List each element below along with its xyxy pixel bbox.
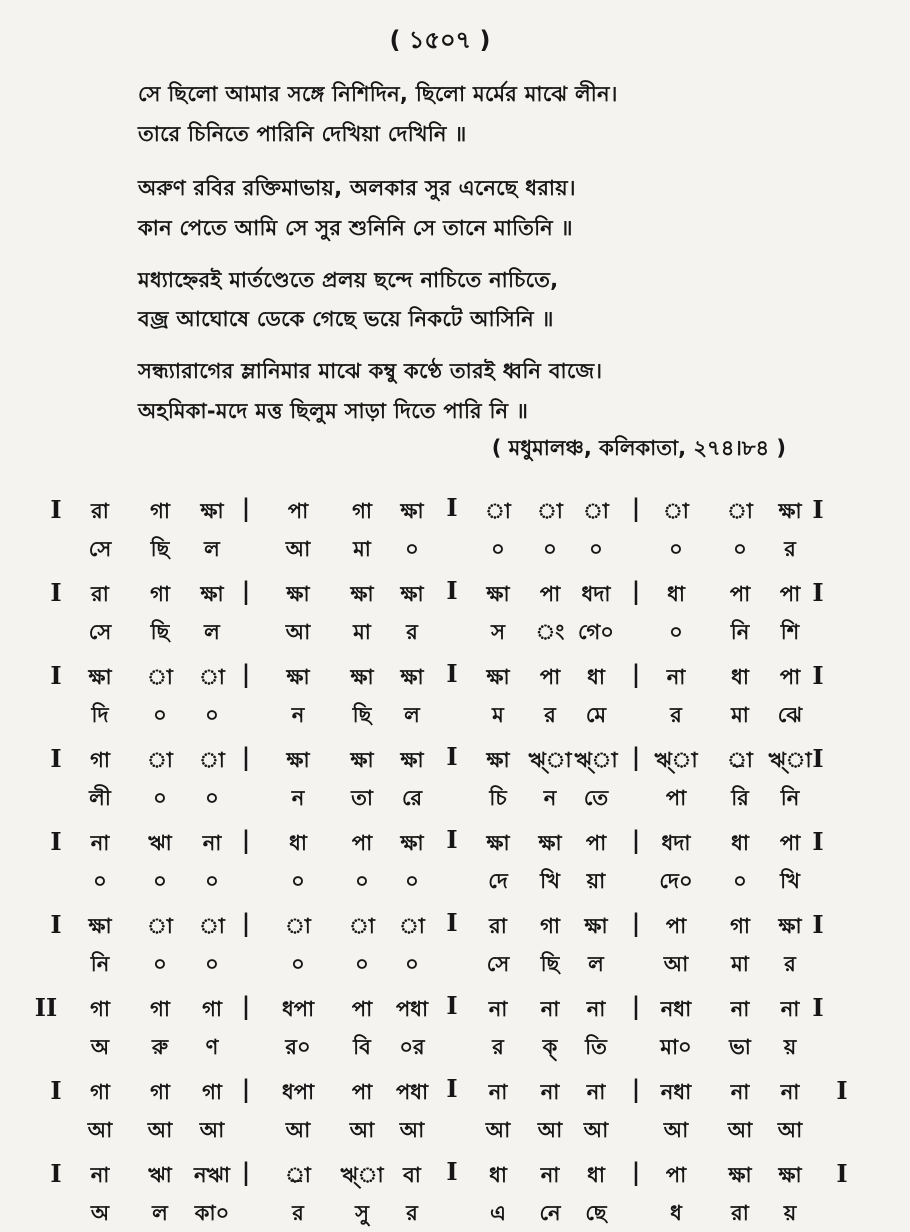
swara-note: া — [199, 914, 225, 938]
bar-line: I — [446, 1074, 458, 1103]
lyric-syllable: র — [670, 703, 682, 727]
swara-note: পা — [729, 582, 751, 606]
row-end-mark: I — [836, 1076, 848, 1105]
swara-note: রা — [91, 582, 109, 606]
swara-note: পা — [287, 499, 309, 523]
swara-note: ক্ষা — [200, 499, 224, 523]
lyric-syllable: মা — [353, 620, 371, 644]
swara-note: ধপা — [281, 997, 315, 1021]
bar-line: I — [446, 991, 458, 1020]
swara-note: ক্ষা — [286, 665, 310, 689]
bar-line: I — [446, 825, 458, 854]
row-start-mark: I — [50, 827, 62, 856]
lyric-syllable: ল — [404, 703, 420, 727]
swara-note: পা — [539, 665, 561, 689]
swara-note: ঋা — [148, 1163, 172, 1187]
row-start-mark: I — [50, 495, 62, 524]
lyric-syllable: আ — [87, 1118, 113, 1142]
lyric-syllable: ভা — [729, 1035, 751, 1059]
lyric-syllable: ল — [588, 952, 604, 976]
lyric-syllable: ০ — [205, 786, 219, 810]
swara-note: ক্ষা — [400, 665, 424, 689]
lyric-syllable: র — [492, 1035, 504, 1059]
row-start-mark: I — [50, 661, 62, 690]
lyric-syllable: ০ — [291, 952, 305, 976]
swara-note: া — [537, 499, 563, 523]
swara-note: া — [399, 914, 425, 938]
lyric-syllable: আ — [663, 1118, 689, 1142]
bar-line: I — [446, 908, 458, 937]
lyric-syllable: ম — [492, 703, 504, 727]
swara-note: না — [586, 1080, 606, 1104]
swara-note: ঋ্া — [340, 1163, 384, 1187]
lyric-syllable: দে০ — [659, 869, 693, 893]
lyric-syllable: ০ — [669, 537, 683, 561]
swara-note: ধা — [667, 582, 685, 606]
swara-note: গা — [202, 1080, 222, 1104]
swara-note: ক্ষা — [400, 831, 424, 855]
lyric-line-2: তারে চিনিতে পারিনি দেখিয়া দেখিনি ॥ — [138, 122, 467, 146]
lyric-syllable: দি — [91, 703, 109, 727]
swara-note: ক্ষা — [538, 831, 562, 855]
lyric-syllable: ০ — [405, 952, 419, 976]
row-end-mark: I — [812, 578, 824, 607]
swara-note: ক্ষা — [350, 748, 374, 772]
swara-note: ক্ষা — [400, 499, 424, 523]
lyric-syllable: ঝে — [777, 703, 803, 727]
lyric-syllable: নে — [539, 1201, 561, 1225]
swara-note: রা — [91, 499, 109, 523]
bar-line: | — [631, 576, 641, 605]
swara-note: া — [727, 499, 753, 523]
lyric-syllable: অ — [90, 1201, 110, 1225]
lyric-syllable: স — [491, 620, 505, 644]
lyric-syllable: সে — [88, 620, 112, 644]
lyric-syllable: কা০ — [194, 1201, 230, 1225]
lyric-syllable: সে — [88, 537, 112, 561]
lyric-syllable: আ — [147, 1118, 173, 1142]
lyric-syllable: ০ — [405, 869, 419, 893]
swara-note: পা — [779, 831, 801, 855]
lyric-syllable: ০ — [491, 537, 505, 561]
swara-note: নঋা — [194, 1163, 230, 1187]
lyric-syllable: মা — [353, 537, 371, 561]
lyric-syllable: র — [406, 620, 418, 644]
lyric-syllable: নি — [780, 786, 800, 810]
lyric-syllable: সে — [486, 952, 510, 976]
swara-note: না — [202, 831, 222, 855]
swara-note: ক্ষা — [200, 582, 224, 606]
bar-line: I — [446, 576, 458, 605]
swara-note: গা — [150, 997, 170, 1021]
swara-note: গা — [150, 582, 170, 606]
bar-line: | — [631, 825, 641, 854]
swara-note: গা — [150, 499, 170, 523]
lyric-syllable: ন — [291, 786, 305, 810]
page-number: ( ১৫০৭ ) — [389, 26, 491, 54]
swara-note: না — [90, 831, 110, 855]
swara-note: গা — [90, 1080, 110, 1104]
lyric-syllable: ০ — [355, 869, 369, 893]
swara-note: পা — [351, 997, 373, 1021]
lyric-syllable: মা০ — [660, 1035, 692, 1059]
lyric-syllable: আ — [285, 1118, 311, 1142]
swara-note: নধা — [660, 997, 692, 1021]
lyric-syllable: ন — [543, 786, 557, 810]
bar-line: | — [241, 991, 251, 1020]
lyric-syllable: ন — [291, 703, 305, 727]
swara-note: পা — [665, 914, 687, 938]
swara-note: ধা — [289, 831, 307, 855]
swara-note: া — [147, 748, 173, 772]
lyric-syllable: ণ — [205, 1035, 219, 1059]
lyric-syllable: ছি — [150, 620, 170, 644]
swara-note: ক্ষা — [486, 748, 510, 772]
row-start-mark: I — [50, 910, 62, 939]
swara-note: ক্ষা — [400, 582, 424, 606]
bar-line: | — [631, 991, 641, 1020]
lyric-syllable: ০ — [543, 537, 557, 561]
lyric-line-7: সন্ধ্যারাগের ম্লানিমার মাঝে কম্বু কণ্ঠে তারই ধ্বনি বাজে। — [138, 359, 603, 383]
source-note: ( মধুমালঞ্চ, কলিকাতা, ২৭৪।৮৪ ) — [491, 436, 786, 460]
lyric-syllable: ল — [152, 1201, 168, 1225]
lyric-syllable: ০ — [153, 786, 167, 810]
lyric-syllable: ছি — [150, 537, 170, 561]
swara-note: ধা — [587, 1163, 605, 1187]
swara-note: রা — [489, 914, 507, 938]
lyric-syllable: তা — [351, 786, 373, 810]
swara-note: না — [540, 1163, 560, 1187]
swara-note: না — [540, 997, 560, 1021]
swara-note: ক্ষা — [778, 914, 802, 938]
swara-note: ধদা — [661, 831, 691, 855]
lyric-syllable: ০ — [355, 952, 369, 976]
lyric-syllable: বি — [353, 1035, 371, 1059]
lyric-syllable: ছে — [585, 1201, 607, 1225]
lyric-line-8: অহমিকা-মদে মত্ত ছিলুম সাড়া দিতে পারি নি ॥ — [138, 399, 529, 423]
swara-note: গা — [202, 997, 222, 1021]
bar-line: | — [241, 1074, 251, 1103]
lyric-syllable: য় — [783, 1035, 797, 1059]
swara-note: ক্ষা — [778, 1163, 802, 1187]
lyric-syllable: র০ — [285, 1035, 311, 1059]
swara-note: ক্ষা — [286, 748, 310, 772]
row-start-mark: II — [34, 993, 58, 1022]
swara-note: ক্ষা — [728, 1163, 752, 1187]
lyric-syllable: র — [784, 537, 796, 561]
lyric-syllable: গে০ — [578, 620, 614, 644]
lyric-syllable: চি — [489, 786, 507, 810]
swara-note: পা — [585, 831, 607, 855]
lyric-syllable: য়া — [586, 869, 606, 893]
row-start-mark: I — [50, 1159, 62, 1188]
swara-note: গা — [730, 914, 750, 938]
lyric-syllable: ল — [204, 620, 220, 644]
lyric-syllable: রু — [151, 1035, 169, 1059]
lyric-syllable: ০ — [205, 703, 219, 727]
lyric-syllable: মা — [731, 703, 749, 727]
swara-note: পা — [351, 1080, 373, 1104]
lyric-syllable: ল — [204, 537, 220, 561]
lyric-syllable: ০ — [153, 703, 167, 727]
lyric-syllable: রে — [401, 786, 423, 810]
swara-note: া — [199, 665, 225, 689]
swara-note: গা — [90, 997, 110, 1021]
bar-line: | — [241, 576, 251, 605]
lyric-syllable: আ — [537, 1118, 563, 1142]
swara-note: র্া — [727, 748, 753, 772]
lyric-syllable: র — [292, 1201, 304, 1225]
swara-note: ক্ষা — [88, 914, 112, 938]
bar-line: | — [631, 659, 641, 688]
swara-note: ক্ষা — [350, 582, 374, 606]
lyric-syllable: ০ — [205, 869, 219, 893]
swara-note: ক্ষা — [350, 665, 374, 689]
lyric-syllable: আ — [349, 1118, 375, 1142]
lyric-syllable: ০ — [153, 869, 167, 893]
swara-note: া — [485, 499, 511, 523]
lyric-syllable: ০ — [405, 537, 419, 561]
bar-line: | — [241, 908, 251, 937]
bar-line: | — [631, 493, 641, 522]
row-end-mark: I — [812, 744, 824, 773]
swara-note: া — [199, 748, 225, 772]
bar-line: | — [241, 825, 251, 854]
lyric-syllable: লী — [89, 786, 111, 810]
lyric-syllable: ০ — [291, 869, 305, 893]
swara-note: া — [583, 499, 609, 523]
swara-note: া — [147, 914, 173, 938]
row-end-mark: I — [812, 661, 824, 690]
swara-note: পা — [539, 582, 561, 606]
swara-note: ক্ষা — [486, 665, 510, 689]
swara-note: না — [586, 997, 606, 1021]
swara-note: ক্ষা — [286, 582, 310, 606]
lyric-line-6: বজ্র আঘোষে ডেকে গেছে ভয়ে নিকটে আসিনি ॥ — [138, 307, 554, 331]
swara-note: ক্ষা — [400, 748, 424, 772]
swara-note: পা — [779, 665, 801, 689]
swara-note: ক্ষা — [584, 914, 608, 938]
swara-note: ঋা — [148, 831, 172, 855]
swara-note: ধা — [731, 665, 749, 689]
swara-note: া — [663, 499, 689, 523]
bar-line: | — [241, 659, 251, 688]
lyric-syllable: নি — [90, 952, 110, 976]
swara-note: পধা — [395, 997, 429, 1021]
bar-line: I — [446, 493, 458, 522]
row-end-mark: I — [812, 910, 824, 939]
lyric-line-3: অরুণ রবির রক্তিমাভায়, অলকার সুর এনেছে ধরায়। — [138, 176, 576, 200]
swara-note: বা — [403, 1163, 421, 1187]
lyric-syllable: রি — [731, 786, 749, 810]
lyric-syllable: য় — [783, 1201, 797, 1225]
lyric-line-5: মধ্যাহ্নেরই মার্তণ্ডেতে প্রলয় ছন্দে নাচিতে নাচিতে, — [138, 268, 559, 292]
swara-note: র্া — [285, 1163, 311, 1187]
bar-line: I — [446, 742, 458, 771]
swara-note: ঋ্া — [528, 748, 572, 772]
bar-line: | — [631, 742, 641, 771]
swara-note: ধা — [587, 665, 605, 689]
lyric-syllable: আ — [285, 620, 311, 644]
bar-line: | — [241, 742, 251, 771]
lyric-syllable: ০ — [733, 537, 747, 561]
lyric-syllable: খি — [780, 869, 800, 893]
swara-note: পধা — [395, 1080, 429, 1104]
lyric-syllable: রা — [731, 1201, 749, 1225]
lyric-syllable: শি — [780, 620, 800, 644]
bar-line: | — [631, 1074, 641, 1103]
lyric-syllable: ক্ — [542, 1035, 558, 1059]
lyric-syllable: খি — [540, 869, 560, 893]
lyric-syllable: ছি — [352, 703, 372, 727]
bar-line: | — [241, 493, 251, 522]
lyric-syllable: তি — [585, 1035, 607, 1059]
lyric-syllable: দে — [488, 869, 508, 893]
lyric-syllable: আ — [199, 1118, 225, 1142]
lyric-line-1: সে ছিলো আমার সঙ্গে নিশিদিন, ছিলো মর্মের মাঝে লীন। — [138, 82, 618, 106]
bar-line: I — [446, 659, 458, 688]
row-end-mark: I — [812, 993, 824, 1022]
bar-line: I — [446, 1157, 458, 1186]
swara-note: না — [666, 665, 686, 689]
swara-note: া — [285, 914, 311, 938]
lyric-syllable: অ — [90, 1035, 110, 1059]
lyric-line-4: কান পেতে আমি সে সুর শুনিনি সে তানে মাতিনি ॥ — [138, 216, 573, 240]
swara-note: ক্ষা — [778, 499, 802, 523]
swara-note: ক্ষা — [486, 582, 510, 606]
row-end-mark: I — [812, 827, 824, 856]
swara-note: গা — [540, 914, 560, 938]
lyric-syllable: আ — [399, 1118, 425, 1142]
swara-note: গা — [352, 499, 372, 523]
swara-note: না — [730, 997, 750, 1021]
swara-note: ধপা — [281, 1080, 315, 1104]
lyric-syllable: আ — [285, 537, 311, 561]
swara-note: ধা — [731, 831, 749, 855]
swara-note: ঋ্া — [768, 748, 812, 772]
lyric-syllable: র — [544, 703, 556, 727]
lyric-syllable: এ — [490, 1201, 506, 1225]
lyric-syllable: নি — [730, 620, 750, 644]
lyric-syllable: আ — [777, 1118, 803, 1142]
swara-note: না — [90, 1163, 110, 1187]
swara-note: পা — [779, 582, 801, 606]
lyric-syllable: ০ — [669, 620, 683, 644]
bar-line: | — [631, 1157, 641, 1186]
swara-note: পা — [351, 831, 373, 855]
lyric-syllable: ধ — [670, 1201, 682, 1225]
swara-note: ঋ্া — [574, 748, 618, 772]
swara-note: ক্ষা — [88, 665, 112, 689]
row-end-mark: I — [836, 1159, 848, 1188]
bar-line: | — [241, 1157, 251, 1186]
lyric-syllable: র — [784, 952, 796, 976]
lyric-syllable: ০ — [153, 952, 167, 976]
swara-note: না — [540, 1080, 560, 1104]
swara-note: ধদা — [581, 582, 611, 606]
swara-note: া — [147, 665, 173, 689]
swara-note: না — [780, 1080, 800, 1104]
lyric-syllable: ং — [535, 620, 565, 644]
lyric-syllable: মে — [585, 703, 607, 727]
row-start-mark: I — [50, 1076, 62, 1105]
lyric-syllable: তে — [583, 786, 609, 810]
lyric-syllable: ০ — [733, 869, 747, 893]
bar-line: | — [631, 908, 641, 937]
swara-note: ক্ষা — [486, 831, 510, 855]
swara-note: া — [349, 914, 375, 938]
lyric-syllable: ০ — [589, 537, 603, 561]
lyric-syllable: ০ — [205, 952, 219, 976]
row-end-mark: I — [812, 495, 824, 524]
swara-note: ঋ্া — [654, 748, 698, 772]
swara-note: পা — [665, 1163, 687, 1187]
swara-note: ধা — [489, 1163, 507, 1187]
row-start-mark: I — [50, 744, 62, 773]
swara-note: গা — [150, 1080, 170, 1104]
lyric-syllable: মা — [731, 952, 749, 976]
lyric-syllable: ০ — [93, 869, 107, 893]
lyric-syllable: আ — [583, 1118, 609, 1142]
swara-note: না — [488, 1080, 508, 1104]
lyric-syllable: ০র — [399, 1035, 425, 1059]
swara-note: গা — [90, 748, 110, 772]
lyric-syllable: র — [406, 1201, 418, 1225]
swara-note: না — [730, 1080, 750, 1104]
lyric-syllable: ছি — [540, 952, 560, 976]
lyric-syllable: আ — [663, 952, 689, 976]
swara-note: না — [780, 997, 800, 1021]
lyric-syllable: আ — [727, 1118, 753, 1142]
swara-note: নধা — [660, 1080, 692, 1104]
lyric-syllable: পা — [665, 786, 687, 810]
swara-note: না — [488, 997, 508, 1021]
lyric-syllable: আ — [485, 1118, 511, 1142]
row-start-mark: I — [50, 578, 62, 607]
lyric-syllable: সু — [355, 1201, 369, 1225]
